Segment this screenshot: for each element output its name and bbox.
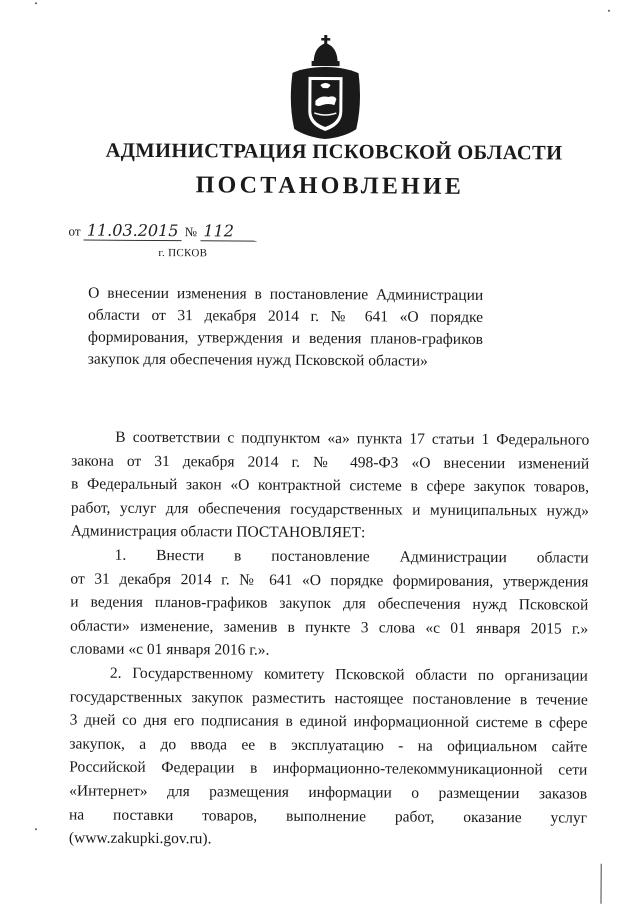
city-label: г. ПСКОВ [158, 247, 208, 260]
coat-of-arms-icon [284, 33, 367, 143]
subject-line: области от 31 декабря 2014 г. № 641 «О порядке [88, 306, 484, 327]
preamble-line: закона от 31 декабря 2014 г. № 498-ФЗ «О внесении изменений [71, 452, 590, 473]
document-subject [88, 283, 484, 373]
document-type-title: ПОСТАНОВЛЕНИЕ [195, 172, 465, 200]
date-value: 11.03.2015 [86, 220, 179, 241]
date-prefix: от [68, 223, 81, 239]
preamble-line: в Федеральный закон «О контрактной системе в сфере закупок товаров, [70, 475, 590, 496]
item1-line: словами «с 01 января 2016 г.». [69, 640, 270, 660]
item2-line: Российской Федерации в информационно-телекоммуникационной сети [69, 758, 588, 779]
subject-line: формирования, утверждения и ведения планов-графиков [87, 328, 483, 349]
preamble-line: работ, услуг для обеспечения государственных и муниципальных нужд» [70, 499, 589, 520]
item2-line: 3 дней со дня его подписания в единой информационной системе в сфере [69, 711, 588, 732]
item1-line: от 31 декабря 2014 г. № 641 «О порядке формирования, утверждения [70, 570, 589, 591]
scan-edge-mark [600, 864, 601, 904]
organization-name: АДМИНИСТРАЦИЯ ПСКОВСКОЙ ОБЛАСТИ [105, 139, 563, 165]
subject-line: закупок для обеспечения нужд Псковской области» [87, 350, 428, 370]
scan-speck [35, 828, 37, 830]
document-body [69, 425, 590, 853]
item2-line: государственных закупок разместить настоящее постановление в течение [69, 688, 588, 709]
item2-line: закупок, а до ввода ее в эксплуатацию - на официальном сайте [69, 735, 588, 756]
item2-line: (www.zakupki.gov.ru). [68, 829, 212, 848]
number-prefix: № [184, 224, 198, 240]
item2-line: «Интернет» для размещения информации о размещении заказов [69, 782, 588, 803]
scan-speck [608, 10, 610, 12]
date-field [84, 220, 182, 242]
item1-line: области» изменение, заменив в пункте 3 слова «с 01 января 2015 г.» [70, 617, 589, 638]
scan-speck [35, 2, 37, 4]
number-field [200, 223, 256, 241]
item2-line: на поставки товаров, выполнение работ, оказание услуг [68, 805, 588, 827]
preamble-line: В соответствии с подпунктом «а» пункта 17 статьи 1 Федерального [115, 428, 590, 449]
item1-line: и ведения планов-графиков закупок для обеспечения нужд Псковской [70, 593, 589, 614]
preamble-line: Администрация области ПОСТАНОВЛЯЕТ: [70, 522, 366, 542]
subject-line: О внесении изменения в постановление Администрации [88, 284, 484, 305]
date-number-line [69, 222, 257, 241]
item1-line: 1. Внести в постановление Администрации области [114, 546, 589, 567]
item2-line: 2. Государственному комитету Псковской области по организации [109, 664, 588, 685]
number-value: 112 [203, 221, 234, 241]
